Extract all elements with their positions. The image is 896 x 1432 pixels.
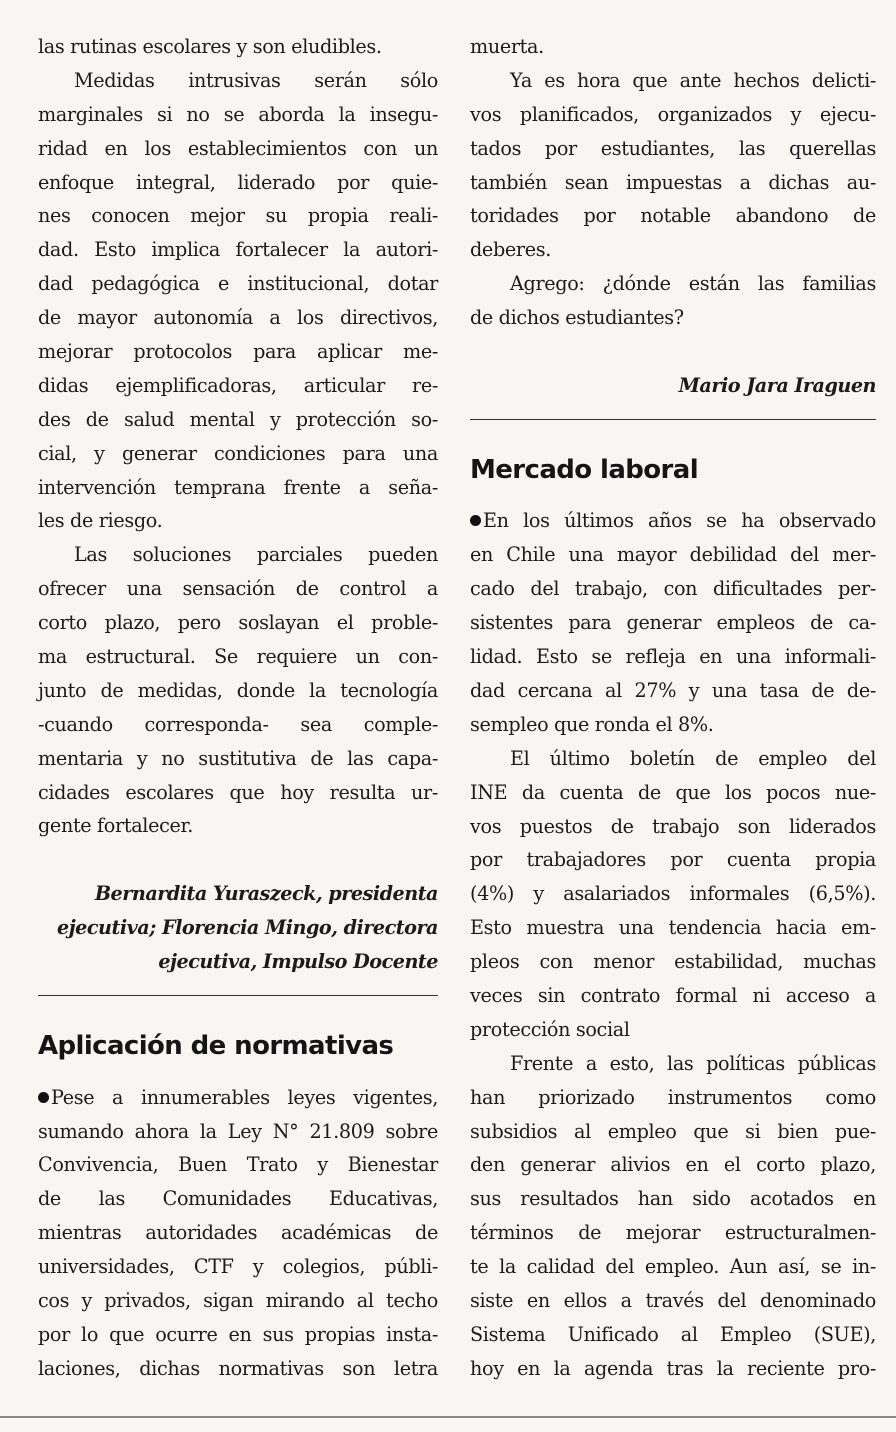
text-line: dad pedagógica e institucional, dotar bbox=[38, 272, 438, 296]
text-line: ridad en los establecimientos con un bbox=[38, 136, 438, 160]
text-line: sumando ahora la Ley N° 21.809 sobre bbox=[38, 1119, 438, 1143]
author-signature: ejecutiva; Florencia Mingo, directora bbox=[56, 916, 438, 940]
text-line: nes conocen mejor su propia reali- bbox=[38, 204, 438, 228]
text-line: muerta. bbox=[470, 35, 544, 58]
text-line: términos de mejorar estructuralmen- bbox=[470, 1221, 876, 1245]
text-line: des de salud mental y protección so- bbox=[38, 407, 438, 431]
text-line: INE da cuenta de que los pocos nue- bbox=[470, 780, 876, 804]
text-line: marginales si no se aborda la insegu- bbox=[38, 102, 438, 126]
text-line: deberes. bbox=[470, 238, 551, 262]
text-line: dad. Esto implica fortalecer la autori- bbox=[38, 238, 438, 262]
text-line: han priorizado instrumentos como bbox=[470, 1085, 876, 1109]
text-line: Ya es hora que ante hechos delicti- bbox=[510, 68, 876, 92]
text-line: mentaria y no sustitutiva de las capa- bbox=[38, 746, 438, 770]
text-line: cos y privados, sigan mirando al techo bbox=[38, 1288, 438, 1312]
text-line: hoy en la agenda tras la reciente pro- bbox=[470, 1356, 876, 1380]
section-divider bbox=[470, 403, 876, 437]
bullet-icon bbox=[38, 1092, 49, 1103]
text-line: laciones, dichas normativas son letra bbox=[38, 1356, 438, 1380]
text-line: Sistema Unificado al Empleo (SUE), bbox=[470, 1322, 876, 1346]
page-bottom-rule bbox=[0, 1416, 896, 1418]
text-line: (4%) y asalariados informales (6,5%). bbox=[470, 882, 876, 906]
text-line: mientras autoridades académicas de bbox=[38, 1221, 438, 1245]
author-signature: Bernardita Yuraszeck, presidenta bbox=[94, 882, 438, 906]
text-line: vos puestos de trabajo son liderados bbox=[470, 814, 876, 838]
text-line: mejorar protocolos para aplicar me- bbox=[38, 340, 438, 364]
text-line bbox=[38, 1081, 438, 1115]
text-line: cidades escolares que hoy resulta ur- bbox=[38, 780, 438, 804]
text-line: las rutinas escolares y son eludibles. bbox=[38, 35, 382, 58]
left-column bbox=[38, 30, 438, 1386]
text-line: gente fortalecer. bbox=[38, 814, 193, 838]
text-line: por trabajadores por cuenta propia bbox=[470, 848, 876, 872]
text-line: lidad. Esto se refleja en una informali- bbox=[470, 645, 876, 669]
text-line: en Chile una mayor debilidad del mer- bbox=[470, 543, 876, 567]
text-line: Esto muestra una tendencia hacia em- bbox=[470, 916, 876, 940]
text-line: tados por estudiantes, las querellas bbox=[470, 136, 876, 160]
text-line: junto de medidas, donde la tecnología bbox=[38, 678, 438, 702]
text-line: por lo que ocurre en sus propias insta- bbox=[38, 1322, 438, 1346]
section-divider bbox=[38, 979, 438, 1013]
text-line: corto plazo, pero soslayan el proble- bbox=[38, 611, 438, 635]
text-line: vos planificados, organizados y ejecu- bbox=[470, 102, 876, 126]
text-line: cado del trabajo, con dificultades per- bbox=[470, 577, 876, 601]
text-line: El último boletín de empleo del bbox=[510, 746, 876, 770]
text-line: didas ejemplificadoras, articular re- bbox=[38, 373, 438, 397]
text-line: Convivencia, Buen Trato y Bienestar bbox=[38, 1153, 438, 1177]
text-line-content: Pese a innumerables leyes vigentes, bbox=[51, 1085, 438, 1109]
text-line: toridades por notable abandono de bbox=[470, 204, 876, 228]
section-heading: Mercado laboral bbox=[470, 454, 699, 485]
text-line: pleos con menor estabilidad, muchas bbox=[470, 950, 876, 974]
text-line-content: En los últimos años se ha observado bbox=[483, 509, 876, 533]
author-signature: Mario Jara Iraguen bbox=[678, 373, 876, 397]
text-line: siste en ellos a través del denominado bbox=[470, 1288, 876, 1312]
text-line: intervención temprana frente a seña- bbox=[38, 475, 438, 499]
text-line: ma estructural. Se requiere un con- bbox=[38, 645, 438, 669]
text-line: de mayor autonomía a los directivos, bbox=[38, 306, 438, 330]
text-line: les de riesgo. bbox=[38, 509, 163, 533]
text-line: te la calidad del empleo. Aun así, se in- bbox=[470, 1255, 876, 1279]
text-line: también sean impuestas a dichas au- bbox=[470, 170, 876, 194]
text-line: Medidas intrusivas serán sólo bbox=[74, 68, 438, 92]
text-line: den generar alivios en el corto plazo, bbox=[470, 1153, 876, 1177]
bullet-icon bbox=[470, 515, 481, 526]
right-column bbox=[470, 30, 876, 1386]
text-line: cial, y generar condiciones para una bbox=[38, 441, 438, 465]
text-line: -cuando corresponda- sea comple- bbox=[38, 712, 438, 736]
text-line: Frente a esto, las políticas públicas bbox=[510, 1051, 876, 1075]
text-line: veces sin contrato formal ni acceso a bbox=[470, 983, 876, 1007]
section-heading: Aplicación de normativas bbox=[38, 1030, 394, 1061]
text-line: subsidios al empleo que si bien pue- bbox=[470, 1119, 876, 1143]
text-line: sempleo que ronda el 8%. bbox=[470, 712, 714, 736]
text-line: sus resultados han sido acotados en bbox=[470, 1187, 876, 1211]
author-signature: ejecutiva, Impulso Docente bbox=[158, 950, 438, 974]
text-line: Agrego: ¿dónde están las familias bbox=[510, 272, 876, 296]
text-line bbox=[470, 504, 876, 538]
text-line: enfoque integral, liderado por quie- bbox=[38, 170, 438, 194]
text-line: de dichos estudiantes? bbox=[470, 306, 684, 330]
text-line: protección social bbox=[470, 1017, 630, 1041]
text-line: de las Comunidades Educativas, bbox=[38, 1187, 438, 1211]
text-line: Las soluciones parciales pueden bbox=[74, 543, 438, 567]
text-line: ofrecer una sensación de control a bbox=[38, 577, 438, 601]
text-line: sistentes para generar empleos de ca- bbox=[470, 611, 876, 635]
text-line: universidades, CTF y colegios, públi- bbox=[38, 1255, 438, 1279]
text-line: dad cercana al 27% y una tasa de de- bbox=[470, 678, 876, 702]
